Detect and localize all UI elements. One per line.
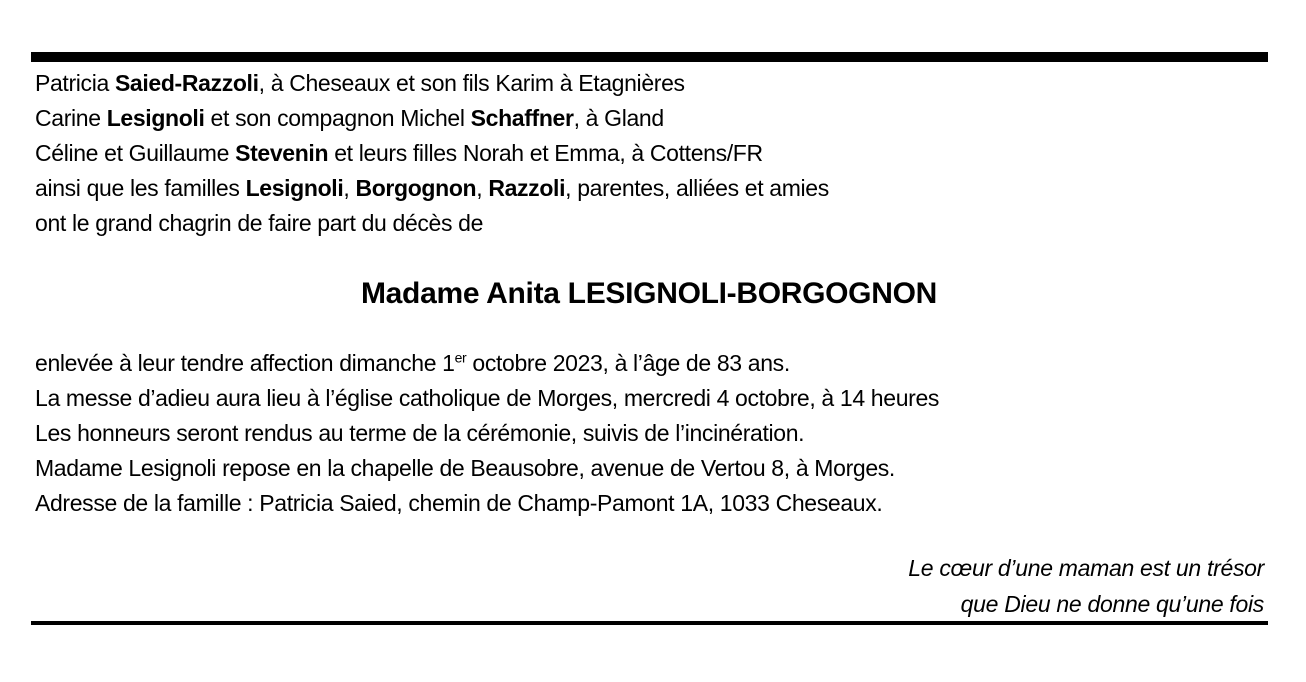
family-name: Borgognon xyxy=(355,175,477,201)
details-line-4: Madame Lesignoli repose en la chapelle de Beausobre, avenue de Vertou 8, à Morges. xyxy=(35,455,895,481)
bottom-divider xyxy=(31,621,1268,625)
family-line-1: Patricia Saied-Razzoli, à Cheseaux et son fils Karim à Etagnières xyxy=(35,70,685,96)
family-line-2: Carine Lesignoli et son compagnon Michel Schaffner, à Gland xyxy=(35,105,664,131)
funeral-details xyxy=(35,346,1265,521)
family-line-4: ainsi que les familles Lesignoli, Borgognon, Razzoli, parentes, alliées et amies xyxy=(35,175,829,201)
family-name: Stevenin xyxy=(235,140,329,166)
quote-line-2: que Dieu ne donne qu’une fois xyxy=(960,591,1264,617)
family-name: Lesignoli xyxy=(245,175,344,201)
details-line-2: La messe d’adieu aura lieu à l’église catholique de Morges, mercredi 4 octobre, à 14 heures xyxy=(35,385,940,411)
announcement-line: ont le grand chagrin de faire part du décès de xyxy=(35,210,484,236)
details-line-5: Adresse de la famille : Patricia Saied, chemin de Champ-Pamont 1A, 1033 Cheseaux. xyxy=(35,490,883,516)
family-announcement xyxy=(35,66,1265,241)
top-divider xyxy=(31,52,1268,62)
quote-line-1: Le cœur d’une maman est un trésor xyxy=(908,555,1264,581)
family-name: Saied-Razzoli xyxy=(114,70,259,96)
family-name: Razzoli xyxy=(488,175,566,201)
details-line-1: enlevée à leur tendre affection dimanche 1er octobre 2023, à l’âge de 83 ans. xyxy=(35,349,790,376)
details-line-3: Les honneurs seront rendus au terme de la cérémonie, suivis de l’incinération. xyxy=(35,420,805,446)
family-line-3: Céline et Guillaume Stevenin et leurs filles Norah et Emma, à Cottens/FR xyxy=(35,140,763,166)
family-name: Schaffner xyxy=(470,105,574,131)
family-name: Lesignoli xyxy=(106,105,205,131)
deceased-name-title: Madame Anita LESIGNOLI-BORGOGNON xyxy=(360,277,937,310)
ordinal-suffix: er xyxy=(454,349,467,366)
closing-quote xyxy=(908,550,1264,622)
